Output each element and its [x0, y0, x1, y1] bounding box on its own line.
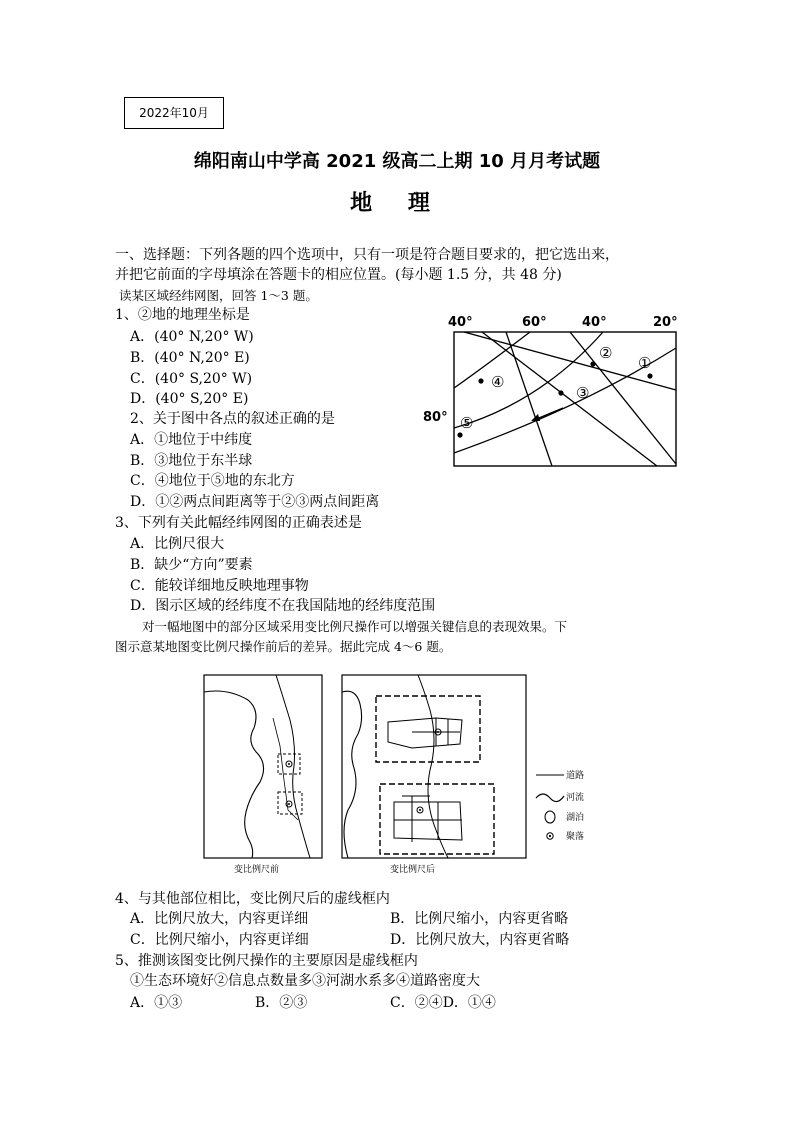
q3-stem: 3、下列有关此幅经纬网图的正确表述是: [115, 515, 362, 531]
lat-long-grid-map: [420, 308, 690, 473]
map-after-frame: [342, 675, 526, 858]
q4-option-b: B．比例尺缩小，内容更省略: [390, 911, 569, 927]
q3-option-a: A．比例尺很大: [130, 536, 225, 552]
q2-option-c: C．④地位于⑤地的东北方: [130, 473, 295, 489]
grid-label-top-4: 20°: [653, 315, 678, 330]
q2-stem: 2、关于图中各点的叙述正确的是: [130, 411, 335, 427]
point-2-dot: [590, 361, 595, 366]
q5-option-cd: C．②④D．①④: [390, 995, 496, 1011]
q4-option-a: A．比例尺放大，内容更详细: [130, 911, 309, 927]
grid-label-side: 80°: [423, 410, 448, 425]
map-before-coastline: [204, 691, 264, 858]
q4-option-c: C．比例尺缩小，内容更详细: [130, 932, 309, 948]
subject-title: 地 理: [350, 191, 444, 216]
q2-option-a: A．①地位于中纬度: [130, 432, 253, 448]
map-after-panel: [342, 675, 526, 875]
map-after-dashed-box-lower: [380, 784, 494, 854]
q4-option-d: D．比例尺放大，内容更省略: [390, 932, 570, 948]
q1-option-d: D．(40° S,20° E): [130, 391, 249, 407]
map-after-dashed-box-upper: [376, 696, 480, 762]
map-after-road-grid-upper: [388, 718, 462, 748]
passage2-line2: 图示意某地图变比例尺操作前后的差异。据此完成 4～6 题。: [115, 639, 452, 654]
point-4-dot: [478, 378, 483, 383]
legend-river-symbol: [536, 794, 564, 802]
q2-option-b: B．③地位于东半球: [130, 453, 253, 469]
q5-option-b: B．②③: [255, 995, 308, 1011]
q5-stem: 5、推测该图变比例尺操作的主要原因是虚线框内: [115, 953, 418, 969]
legend-river-label: 河流: [566, 793, 585, 803]
q1-option-a: A．(40° N,20° W): [130, 329, 254, 345]
date-box: 2022年10月: [124, 97, 224, 129]
legend-settlement-symbol-center: [549, 835, 551, 837]
legend-settlement-label: 聚落: [566, 832, 585, 842]
grid-label-top-1: 40°: [448, 315, 473, 330]
q3-option-c: C．能较详细地反映地理事物: [130, 578, 309, 594]
q1-stem: 1、②地的地理坐标是: [115, 307, 250, 323]
map-after-river: [418, 675, 448, 858]
passage2-line1: 对一幅地图中的部分区域采用变比例尺操作可以增强关键信息的表现效果。下: [142, 619, 568, 634]
q2-option-d: D．①②两点间距离等于②③两点间距离: [130, 494, 380, 510]
latitude-arc-middle: [454, 332, 603, 428]
q3-option-b: B．缺少“方向”要素: [130, 557, 253, 573]
q4-stem: 4、与其他部位相比，变比例尺后的虚线框内: [115, 891, 390, 907]
q1-3-intro: 读某区域经纬网图，回答 1～3 题。: [119, 288, 318, 303]
map-before-panel: [204, 675, 322, 875]
point-2-label: ②: [599, 344, 613, 362]
map-before-river: [276, 675, 310, 858]
settlement-icon-center: [288, 803, 290, 805]
exam-title: 绵阳南山中学高 2021 级高二上期 10 月月考试题: [193, 151, 601, 172]
point-3-label: ③: [576, 384, 590, 402]
arrow-head: [531, 414, 540, 421]
q5-option-a: A．①③: [130, 995, 183, 1011]
meridian-3: [506, 332, 552, 466]
point-1-label: ①: [638, 354, 652, 372]
map-before-dashed-box-2: [278, 792, 302, 814]
map-after-coastline: [342, 691, 362, 858]
legend-lake-symbol: [545, 811, 555, 823]
q3-option-d: D．图示区域的经纬度不在我国陆地的经纬度范围: [130, 598, 436, 614]
meridian-2: [482, 332, 657, 466]
point-5-dot: [457, 432, 462, 437]
grid-label-top-3: 40°: [582, 315, 607, 330]
point-4-label: ④: [491, 373, 505, 391]
point-3-dot: [558, 390, 563, 395]
grid-frame: [454, 332, 676, 466]
q1-option-c: C．(40° S,20° W): [130, 371, 253, 387]
map-legend: [536, 769, 584, 842]
caption-after: 变比例尺后: [390, 865, 436, 875]
section1-instructions-line2: 并把它前面的字母填涂在答题卡的相应位置。(每小题 1.5 分，共 48 分): [115, 267, 562, 283]
section1-instructions-line1: 一、选择题：下列各题的四个选项中，只有一项是符合题目要求的，把它选出来，: [115, 247, 619, 263]
map-after-road-grid-lower: [394, 802, 462, 840]
point-5-label: ⑤: [460, 414, 474, 432]
settlement-icon-center: [288, 763, 290, 765]
point-1-dot: [647, 373, 652, 378]
legend-lake-label: 湖泊: [566, 813, 585, 823]
q1-option-b: B．(40° N,20° E): [130, 350, 250, 366]
variable-scale-figure: [198, 670, 598, 880]
q5-choices: ①生态环境好②信息点数量多③河湖水系多④道路密度大: [130, 973, 480, 989]
legend-road-label: 道路: [566, 771, 585, 781]
settlement-icon-center: [437, 731, 439, 733]
grid-label-top-2: 60°: [522, 315, 547, 330]
map-before-road: [273, 718, 298, 820]
caption-before: 变比例尺前: [234, 865, 280, 875]
settlement-icon-center: [419, 809, 421, 811]
